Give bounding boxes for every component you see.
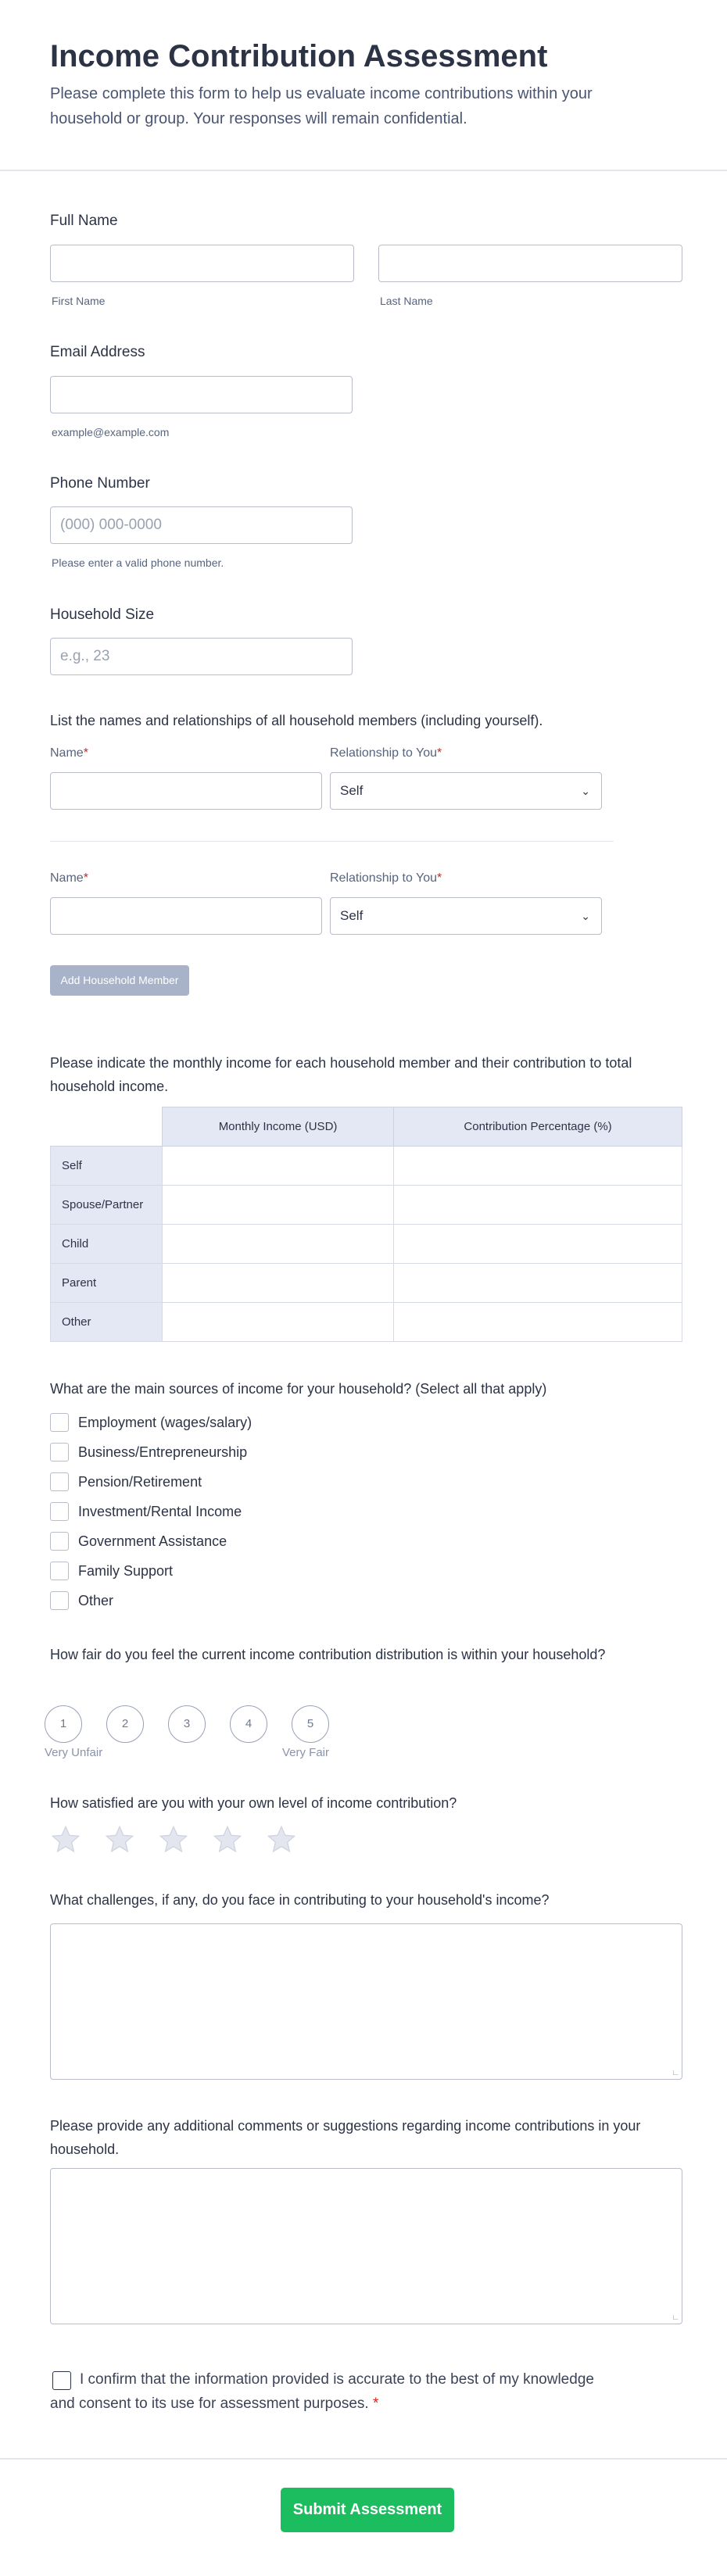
income-cell[interactable] — [163, 1303, 394, 1342]
comments-textarea[interactable] — [50, 2168, 682, 2324]
scale-option-1[interactable]: 1 — [45, 1705, 82, 1743]
member-name-input[interactable] — [50, 897, 322, 935]
star-icon[interactable] — [104, 1824, 135, 1855]
submit-button[interactable]: Submit Assessment — [281, 2488, 454, 2532]
percentage-cell[interactable] — [394, 1264, 682, 1303]
matrix-row-header: Child — [51, 1225, 163, 1264]
email-helper: example@example.com — [52, 426, 170, 438]
scale-option-3[interactable]: 3 — [168, 1705, 206, 1743]
matrix-row-header: Self — [51, 1147, 163, 1186]
percentage-cell[interactable] — [394, 1225, 682, 1264]
header-divider — [0, 170, 727, 171]
matrix-corner — [51, 1107, 163, 1147]
matrix-column-header: Contribution Percentage (%) — [394, 1107, 682, 1147]
percentage-cell[interactable] — [394, 1147, 682, 1186]
last-name-input[interactable] — [378, 245, 682, 282]
scale-option-5[interactable]: 5 — [292, 1705, 329, 1743]
table-row — [51, 1225, 682, 1264]
challenges-question: What challenges, if any, do you face in contributing to your household's income? — [50, 1892, 550, 1908]
source-checkbox[interactable] — [50, 1591, 69, 1610]
phone-input[interactable]: (000) 000-0000 — [50, 506, 353, 544]
member-relationship-select[interactable]: Self ⌄ — [330, 772, 602, 810]
chevron-down-icon: ⌄ — [581, 785, 590, 797]
scale-low-label: Very Unfair — [45, 1746, 103, 1759]
star-icon[interactable] — [212, 1824, 243, 1855]
table-row — [51, 1303, 682, 1342]
source-checkbox[interactable] — [50, 1443, 69, 1462]
member-name-label: Name* — [50, 746, 88, 760]
full-name-label: Full Name — [50, 213, 118, 229]
footer-divider — [0, 2458, 727, 2460]
member-relationship-select[interactable]: Self ⌄ — [330, 897, 602, 935]
first-name-sublabel: First Name — [52, 295, 106, 307]
scale-option-4[interactable]: 4 — [230, 1705, 267, 1743]
source-checkbox[interactable] — [50, 1562, 69, 1580]
page-subtitle: Please complete this form to help us evaluate income contributions within your household or group. Your responses will remain confidential. — [50, 85, 593, 127]
star-icon[interactable] — [266, 1824, 297, 1855]
member-name-label: Name* — [50, 871, 88, 885]
member-name-input[interactable] — [50, 772, 322, 810]
resize-handle-icon[interactable]: ∟ — [671, 2069, 679, 2077]
income-question: Please indicate the monthly income for each household member and their contribution to total household income. — [50, 1055, 632, 1094]
income-matrix-table — [50, 1107, 682, 1342]
source-option-label[interactable]: Investment/Rental Income — [78, 1504, 242, 1519]
sources-question: What are the main sources of income for your household? (Select all that apply) — [50, 1381, 547, 1397]
add-household-member-button[interactable]: Add Household Member — [50, 965, 189, 996]
matrix-column-header: Monthly Income (USD) — [163, 1107, 394, 1147]
source-checkbox[interactable] — [50, 1413, 69, 1432]
household-size-input[interactable]: e.g., 23 — [50, 638, 353, 675]
members-question: List the names and relationships of all household members (including yourself). — [50, 713, 543, 728]
satisfaction-question: How satisfied are you with your own level of income contribution? — [50, 1795, 457, 1811]
first-name-input[interactable] — [50, 245, 354, 282]
percentage-cell[interactable] — [394, 1186, 682, 1225]
table-row — [51, 1186, 682, 1225]
comments-question: Please provide any additional comments or suggestions regarding income contributions in your household. — [50, 2118, 641, 2157]
income-cell[interactable] — [163, 1147, 394, 1186]
star-icon[interactable] — [158, 1824, 189, 1855]
income-cell[interactable] — [163, 1225, 394, 1264]
last-name-sublabel: Last Name — [380, 295, 433, 307]
matrix-row-header: Parent — [51, 1264, 163, 1303]
scale-option-2[interactable]: 2 — [106, 1705, 144, 1743]
percentage-cell[interactable] — [394, 1303, 682, 1342]
source-checkbox[interactable] — [50, 1532, 69, 1551]
table-row — [51, 1264, 682, 1303]
household-size-label: Household Size — [50, 606, 155, 623]
consent-text: I confirm that the information provided is accurate to the best of my knowledge and consent to its use for assessment purposes. * — [50, 2371, 594, 2412]
source-option-label[interactable]: Family Support — [78, 1563, 174, 1579]
phone-label: Phone Number — [50, 475, 150, 492]
phone-helper: Please enter a valid phone number. — [52, 556, 224, 569]
source-option-label[interactable]: Pension/Retirement — [78, 1474, 202, 1490]
challenges-textarea[interactable] — [50, 1923, 682, 2080]
source-option-label[interactable]: Other — [78, 1593, 114, 1608]
email-label: Email Address — [50, 344, 145, 360]
member-relationship-label: Relationship to You* — [330, 871, 442, 885]
income-cell[interactable] — [163, 1186, 394, 1225]
source-checkbox[interactable] — [50, 1472, 69, 1491]
page-title: Income Contribution Assessment — [50, 39, 548, 73]
scale-high-label: Very Fair — [282, 1746, 330, 1759]
source-option-label[interactable]: Business/Entrepreneurship — [78, 1444, 248, 1460]
table-row — [51, 1147, 682, 1186]
source-option-label[interactable]: Government Assistance — [78, 1533, 227, 1549]
fairness-question: How fair do you feel the current income contribution distribution is within your household? — [50, 1647, 606, 1662]
resize-handle-icon[interactable]: ∟ — [671, 2313, 679, 2322]
chevron-down-icon: ⌄ — [581, 910, 590, 922]
star-icon[interactable] — [50, 1824, 81, 1855]
matrix-row-header: Spouse/Partner — [51, 1186, 163, 1225]
source-checkbox[interactable] — [50, 1502, 69, 1521]
email-input[interactable] — [50, 376, 353, 413]
member-relationship-label: Relationship to You* — [330, 746, 442, 760]
matrix-row-header: Other — [51, 1303, 163, 1342]
income-cell[interactable] — [163, 1264, 394, 1303]
source-option-label[interactable]: Employment (wages/salary) — [78, 1415, 252, 1430]
member-divider — [50, 841, 614, 842]
